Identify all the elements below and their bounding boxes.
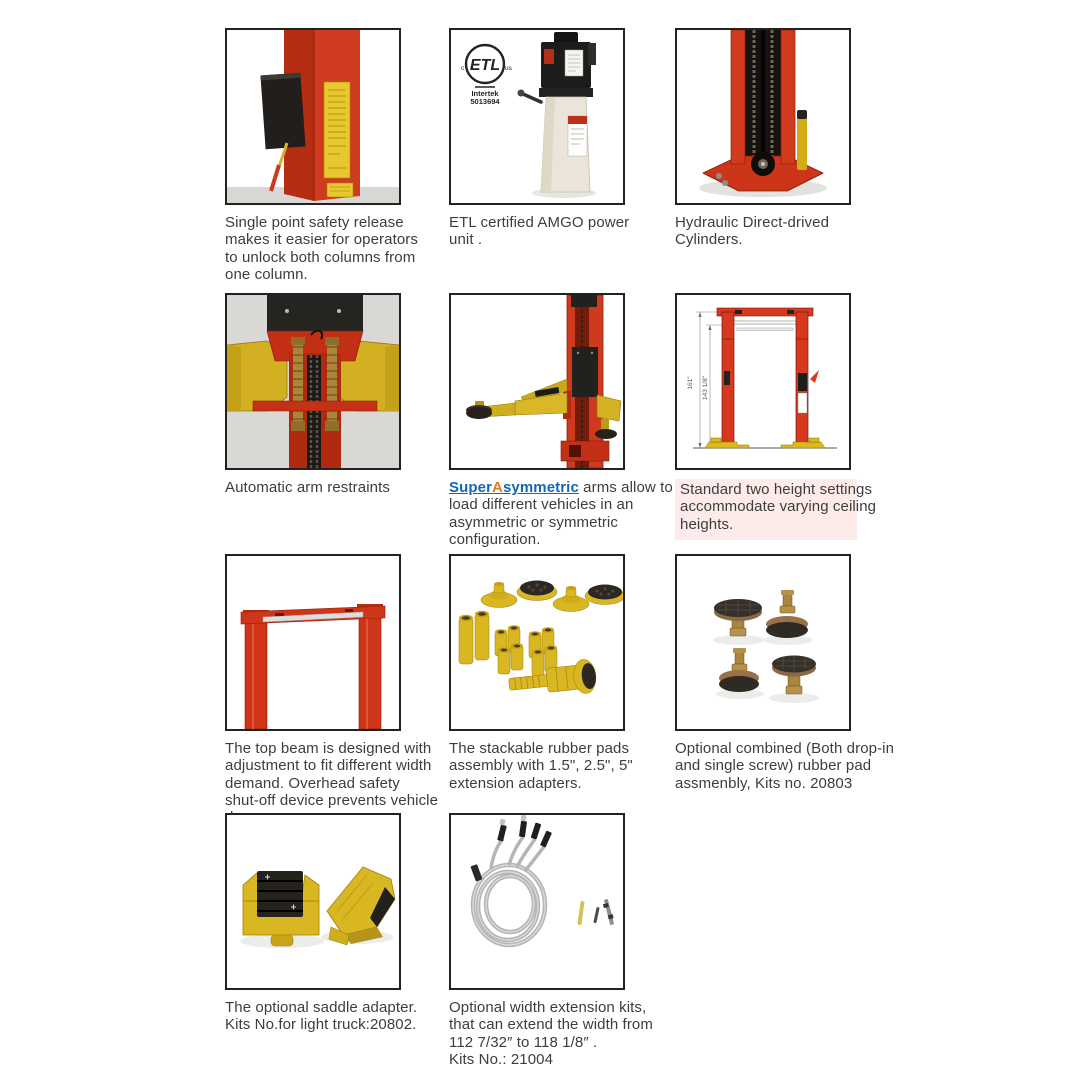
caption-line: shut-off device prevents vehicle	[225, 791, 439, 809]
caption-line: assmenbly, Kits no. 20803	[675, 774, 853, 792]
power-unit-illustration	[451, 30, 623, 203]
pad-screw-top-2	[719, 648, 759, 692]
caption-line: Kits No.for light truck:20802.	[225, 1016, 417, 1034]
lift-front-diagram	[675, 293, 851, 470]
feature-cell-safety-release	[225, 28, 435, 283]
logo-a-text: A	[492, 479, 503, 496]
feature-caption	[449, 479, 673, 548]
caption-line: extension adapters.	[449, 774, 582, 792]
extension-cables-illustration	[451, 815, 623, 988]
etl-us-text: us	[505, 65, 512, 72]
caption-line-rest: arms allow to	[578, 479, 673, 496]
caption-line: load different vehicles in an	[449, 496, 634, 514]
feature-cell-asymmetric-arms	[449, 293, 673, 548]
caption-line: to unlock both columns from	[225, 248, 416, 266]
cylinders-photo	[675, 28, 851, 205]
feature-caption	[225, 214, 435, 283]
feature-cell-cylinders	[675, 28, 885, 249]
asymmetric-arm-photo	[449, 293, 625, 470]
caption-line: Cylinders.	[675, 231, 743, 249]
saddle-left	[243, 871, 319, 946]
top-beam-photo	[225, 554, 401, 731]
caption-line: that can extend the width from	[449, 1016, 653, 1034]
caption-line: and single screw) rubber pad	[675, 757, 872, 775]
inner-height-dim-label: 143 1/8"	[702, 376, 709, 400]
super-asymmetric-logo	[449, 479, 579, 496]
lift-diagram-illustration	[677, 295, 849, 468]
caption-line: 112 7/32″ to 118 1/8″ .	[449, 1033, 598, 1051]
etl-mark-text: ETL	[469, 57, 501, 74]
outer-height-dim-label: 161"	[687, 376, 694, 390]
pad-black-top-2	[772, 656, 816, 695]
caption-line: Optional combined (Both drop-in	[675, 740, 895, 757]
safety-release-photo	[225, 28, 401, 205]
rubber-pads-photo	[449, 554, 625, 731]
saddle-adapter-illustration	[227, 815, 399, 988]
combined-pads-photo	[675, 554, 851, 731]
logo-symmetric-text: symmetric	[502, 479, 579, 496]
caption-line: ETL certified AMGO power	[449, 214, 630, 231]
caption-line: one column.	[225, 265, 308, 283]
pad-black-top-1	[714, 599, 762, 636]
caption-line: Optional width extension kits,	[449, 999, 647, 1016]
caption-line: Single point safety release	[225, 214, 404, 231]
feature-caption	[449, 214, 659, 249]
pad-screw-top-1	[766, 590, 808, 638]
feature-caption	[449, 740, 659, 792]
feature-caption-highlighted	[675, 479, 877, 540]
feature-cell-rubber-pads	[449, 554, 659, 792]
caption-line: unit .	[449, 231, 483, 249]
extension-cables-photo	[449, 813, 625, 990]
caption-line: demand. Overhead safety	[225, 774, 400, 792]
feature-cell-power-unit	[449, 28, 659, 249]
top-beam-illustration	[227, 556, 399, 729]
feature-cell-combined-pads	[675, 554, 895, 792]
feature-cell-saddle-adapter	[225, 813, 435, 1034]
etl-number-text: 5013694	[470, 97, 500, 106]
cable-fittings	[497, 815, 552, 848]
caption-line: Kits No.: 21004	[449, 1050, 554, 1068]
etl-company-text: Intertek	[471, 89, 499, 98]
feature-cell-width-extension	[449, 813, 659, 1068]
caption-line: assembly with 1.5", 2.5", 5"	[449, 757, 633, 775]
caption-line: Standard two height settings	[680, 481, 873, 498]
caption-line	[449, 479, 673, 496]
caption-line: accommodate varying ceiling	[680, 498, 877, 516]
caption-line: Automatic arm restraints	[225, 479, 390, 496]
arm-restraints-illustration	[227, 295, 399, 468]
combined-pads-illustration	[677, 556, 849, 729]
cylinders-illustration	[677, 30, 849, 203]
safety-release-illustration	[227, 30, 399, 203]
caption-line: configuration.	[449, 530, 541, 548]
caption-line: The top beam is designed with	[225, 740, 432, 757]
rubber-pads-illustration	[451, 556, 623, 729]
caption-line: The optional saddle adapter.	[225, 999, 418, 1016]
asymmetric-arm-illustration	[451, 295, 623, 468]
feature-cell-height-settings	[675, 293, 885, 540]
caption-line: Hydraulic Direct-drived	[675, 214, 830, 231]
caption-line: asymmetric or symmetric	[449, 513, 618, 531]
caption-line: adjustment to fit different width	[225, 757, 432, 775]
caption-line: The stackable rubber pads	[449, 740, 630, 757]
feature-cell-top-beam	[225, 554, 439, 826]
caption-line: makes it easier for operators	[225, 231, 418, 249]
feature-caption	[675, 214, 885, 249]
caption-line: heights.	[680, 515, 734, 533]
saddle-adapter-photo	[225, 813, 401, 990]
feature-caption	[225, 999, 435, 1034]
feature-cell-arm-restraints	[225, 293, 435, 496]
arm-restraints-photo	[225, 293, 401, 470]
power-unit-photo	[449, 28, 625, 205]
feature-caption	[675, 740, 895, 792]
feature-caption	[225, 479, 435, 496]
small-parts	[577, 899, 614, 925]
etl-c-text: c	[461, 65, 465, 72]
feature-caption	[449, 999, 659, 1068]
logo-super-text: Super	[449, 479, 493, 496]
